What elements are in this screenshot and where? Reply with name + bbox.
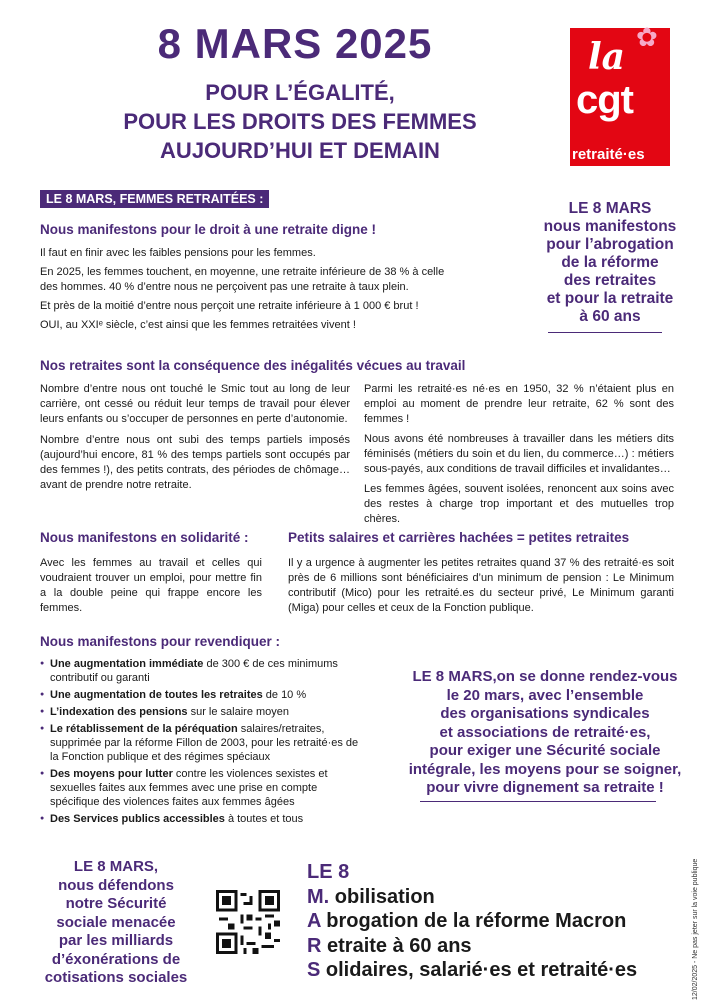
divider	[548, 332, 662, 333]
section5-heading: Nous manifestons pour revendiquer :	[40, 634, 281, 649]
list-item	[40, 812, 365, 826]
subtitle-line: POUR L’ÉGALITÉ,	[205, 80, 395, 105]
callout-line: nous défendons	[58, 876, 174, 894]
acrostic-text: brogation de la réforme Macron	[320, 910, 627, 932]
section1-heading: Nous manifestons pour le droit à une retraite digne !	[40, 222, 377, 237]
page-subtitle	[60, 78, 540, 165]
claim-text: salaires/retraites, supprimée par la réforme Fillon de 2003, pour les retraité·es de la Fonction publique et des régimes spéciaux	[50, 723, 359, 763]
callout-line: de la réforme	[561, 254, 659, 271]
acrostic-line	[307, 909, 637, 934]
acrostic-text: olidaires, salarié·es et retraité·es	[320, 959, 638, 981]
paragraph: OUI, au XXIᵉ siècle, c’est ainsi que les femmes retraitées vivent !	[40, 319, 356, 331]
callout-line: sociale menacée	[56, 913, 176, 931]
claim-bold: Des Services publics accessibles	[50, 813, 225, 825]
section-banner: LE 8 MARS, FEMMES RETRAITÉES :	[40, 190, 269, 208]
callout-securite-sociale	[36, 858, 196, 988]
callout-line: le 20 mars, avec l’ensemble	[446, 686, 644, 704]
callout-line: LE 8 MARS,	[73, 858, 159, 875]
acrostic-letter: M.	[307, 885, 330, 908]
section1-body	[40, 246, 460, 333]
callout-line: LE 8 MARS,on se donne rendez-vous	[412, 668, 678, 685]
callout-line: pour exiger une Sécurité sociale	[429, 742, 661, 759]
section4-text: Il y a urgence à augmenter les petites retraites quand 37 % des retraité·es soit près de 6 millions sont bénéficiaires d’un minimum de pension : Le Minimum contributif (Mico) pour les retraité.es du secteur privé, Le Minimum garanti (Miga) pour celles et ceux de la Fonction publique.	[288, 557, 674, 614]
divider	[420, 801, 656, 802]
paragraph: Nombre d’entre nous ont touché le Smic tout au long de leur carrière, ont cessé ou réduit leur temps de travail pour élever leurs enfants ou s’occuper de personnes en perte d’autonomie.	[40, 383, 350, 425]
acrostic-line	[307, 958, 637, 983]
callout-line: des organisations syndicales	[440, 705, 650, 722]
paragraph: En 2025, les femmes touchent, en moyenne, une retraite inférieure de 38 % à celle des hommes. 40 % d’entre nous ne perçoivent pas une retraite à taux plein.	[40, 266, 445, 293]
callout-line: intégrale, les moyens pour se soigner,	[408, 760, 682, 778]
callout-line: par les milliards	[58, 932, 174, 949]
callout-line: cotisations sociales	[44, 969, 188, 986]
list-item	[40, 657, 365, 685]
callout-line: et associations de retraité·es,	[439, 723, 651, 741]
claim-text: de 10 %	[262, 689, 307, 701]
qr-code-icon[interactable]	[216, 890, 280, 954]
list-item	[40, 767, 365, 809]
claim-text: contre les violences sexistes et sexuelles faites aux femmes avec une prise en compte spécifique des violences faites aux femmes âgées	[50, 768, 328, 808]
callout-rendezvous	[395, 668, 695, 798]
callout-line: à 60 ans	[579, 308, 641, 325]
subtitle-line: AUJOURD’HUI ET DEMAIN	[160, 138, 440, 163]
acrostic-title: LE 8	[307, 861, 350, 883]
paragraph: Et près de la moitié d’entre nous perçoit une retraite inférieure à 1 000 € brut !	[40, 300, 419, 312]
cgt-logo	[570, 22, 670, 166]
flower-icon: ✿	[636, 22, 658, 52]
list-item	[40, 722, 365, 764]
footer-note-text: 12/02/2025 - Ne pas jeter sur la voie publique	[692, 858, 699, 1000]
claim-text: sur le salaire moyen	[187, 706, 290, 718]
section4-heading: Petits salaires et carrières hachées = petites retraites	[288, 530, 630, 545]
paragraph: Les femmes âgées, souvent isolées, renoncent aux soins avec des restes à charge trop important et des mutuelles trop chères.	[364, 483, 674, 525]
list-item	[40, 688, 365, 702]
logo-cgt: cgt	[576, 78, 633, 122]
callout-line: pour l’abrogation	[546, 236, 674, 253]
claim-bold: Une augmentation de toutes les retraites	[50, 689, 263, 701]
list-item	[40, 705, 365, 719]
paragraph: Nous avons été nombreuses à travailler dans les métiers dits féminisés (métiers du soin et du lien, du commerce…) : métiers sous-payés, aux conditions de travail difficiles et invalidantes…	[364, 433, 674, 475]
logo-retraites: retraité·es	[572, 146, 645, 163]
logo-la: la	[588, 36, 626, 78]
claim-text: à toutes et tous	[224, 813, 304, 825]
acrostic-line	[307, 885, 637, 910]
claim-bold: Le rétablissement de la péréquation	[50, 723, 238, 735]
callout-line: et pour la retraite	[546, 290, 674, 307]
footer-note	[692, 830, 708, 1000]
claim-text: de 300 € de ces minimums contributif ou garanti	[50, 658, 338, 684]
section2-right	[364, 382, 674, 527]
acrostic-letter: S	[307, 959, 321, 981]
acrostic-letter: R	[307, 934, 322, 957]
claim-bold: Des moyens pour lutter	[50, 768, 173, 780]
acrostic-text: etraite à 60 ans	[321, 934, 472, 957]
subtitle-line: POUR LES DROITS DES FEMMES	[123, 109, 477, 134]
paragraph: Nombre d’entre nous ont subi des temps partiels imposés (aujourd’hui encore, 81 % des temps partiels sont occupés par des femmes !), des petits contrats, des périodes de chômage… avant de prendre notre retraite.	[40, 434, 350, 491]
callout-line: nous manifestons	[543, 218, 677, 235]
section3-heading: Nous manifestons en solidarité :	[40, 530, 249, 545]
section3-text: Avec les femmes au travail et celles qui voudraient trouver un emploi, pour mettre fin a la double peine qui frappe encore les femmes.	[40, 557, 262, 614]
claim-bold: Une augmentation immédiate	[50, 658, 204, 670]
claims-list	[40, 657, 365, 829]
page-title: 8 MARS 2025	[157, 20, 433, 67]
callout-line: d’éxonérations de	[51, 950, 181, 968]
acrostic-letter: A	[307, 910, 321, 932]
acrostic-text: obilisation	[329, 885, 435, 908]
section2-heading: Nos retraites sont la conséquence des inégalités vécues au travail	[40, 358, 466, 373]
section2-left	[40, 382, 350, 493]
callout-line: LE 8 MARS	[568, 200, 652, 217]
callout-line: des retraites	[563, 272, 657, 289]
paragraph: Il faut en finir avec les faibles pensions pour les femmes.	[40, 247, 316, 259]
callout-line: notre Sécurité	[65, 895, 167, 912]
acrostic	[307, 860, 637, 983]
paragraph: Parmi les retraité·es né·es en 1950, 32 % n’étaient plus en emploi au moment de prendre leur retraite, 62 % sont des femmes !	[364, 383, 674, 425]
callout-line: pour vivre dignement sa retraite !	[426, 779, 664, 796]
callout-abrogation	[530, 200, 690, 326]
acrostic-line	[307, 934, 637, 959]
claim-bold: L’indexation des pensions	[50, 706, 188, 718]
